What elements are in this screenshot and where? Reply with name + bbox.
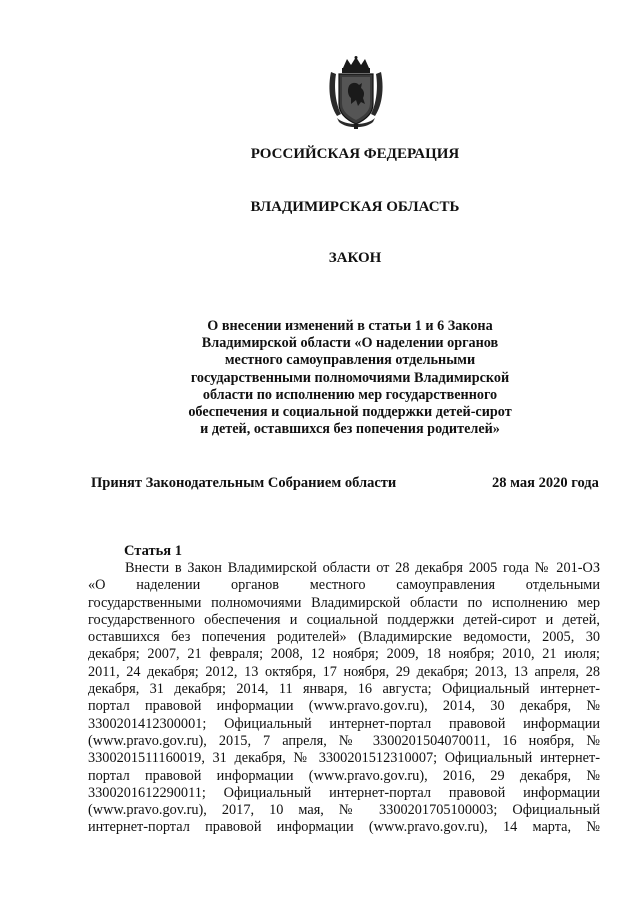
article-title: Статья 1 [124,543,182,559]
article-line: «О наделении органов местного самоуправления отдельными [88,577,600,594]
subject-line: и детей, оставшихся без попечения родителей» [200,421,500,438]
article-line: 3300201412300001; Официальный интернет-портал правовой информации [88,715,600,732]
adoption-date: 28 мая 2020 года [492,475,599,491]
adopted-by-text: Принят Законодательным Собранием области [91,475,397,491]
country-heading: РОССИЙСКАЯ ФЕДЕРАЦИЯ [250,146,460,162]
region-heading: ВЛАДИМИРСКАЯ ОБЛАСТЬ [250,199,460,215]
article-line: 2011, 24 декабря; 2012, 13 октября, 17 ноября, 29 декабря; 2013, 13 апреля, 28 [88,663,600,680]
subject-line: Владимирской области «О наделении органов [201,335,499,352]
article-line: оставшихся без попечения родителей» (Владимирские ведомости, 2005, 30 [88,629,600,646]
article-line: 3300201511160019, 31 декабря, № 3300201512310007; Официальный интернет- [88,750,600,767]
vladimir-oblast-coat-of-arms-icon [327,56,385,130]
article-body [88,560,600,837]
subject-line: обеспечения и социальной поддержки детей-сирот [188,404,512,421]
subject-line: государственными полномочиями Владимирской [190,369,510,386]
article-line: декабря, 31 декабря; 2014, 11 января, 16 августа; Официальный интернет- [88,681,600,698]
article-line: (www.pravo.gov.ru), 2017, 10 мая, № 3300201705100003; Официальный [88,802,600,819]
article-line: государственного обеспечения и социальной поддержки детей-сирот и детей, [88,611,600,628]
subject-line: О внесении изменений в статьи 1 и 6 Закона [207,318,493,334]
subject-line: области по исполнению мер государственного [202,386,498,403]
law-subject-title [160,318,540,438]
article-line: портал правовой информации (www.pravo.gov.ru), 2014, 30 декабря, № [88,698,600,715]
article-line: государственными полномочиями Владимирской области по исполнению мер [88,594,600,611]
article-line: портал правовой информации (www.pravo.gov.ru), 2016, 29 декабря, № [88,767,600,784]
article-line: декабря; 2007, 21 февраля; 2008, 12 ноября; 2009, 18 ноября; 2010, 21 июля; [88,646,600,663]
article-line: Внести в Закон Владимирской области от 28 декабря 2005 года № 201-ОЗ [125,560,600,576]
article-line: (www.pravo.gov.ru), 2015, 7 апреля, № 3300201504070011, 16 ноября, № [88,732,600,749]
article-line: интернет-портал правовой информации (www.pravo.gov.ru), 14 марта, № [88,819,600,836]
article-line: 3300201612290011; Официальный интернет-портал правовой информации [88,784,600,801]
document-type-heading: ЗАКОН [328,250,382,266]
subject-line: местного самоуправления отдельными [224,352,476,369]
